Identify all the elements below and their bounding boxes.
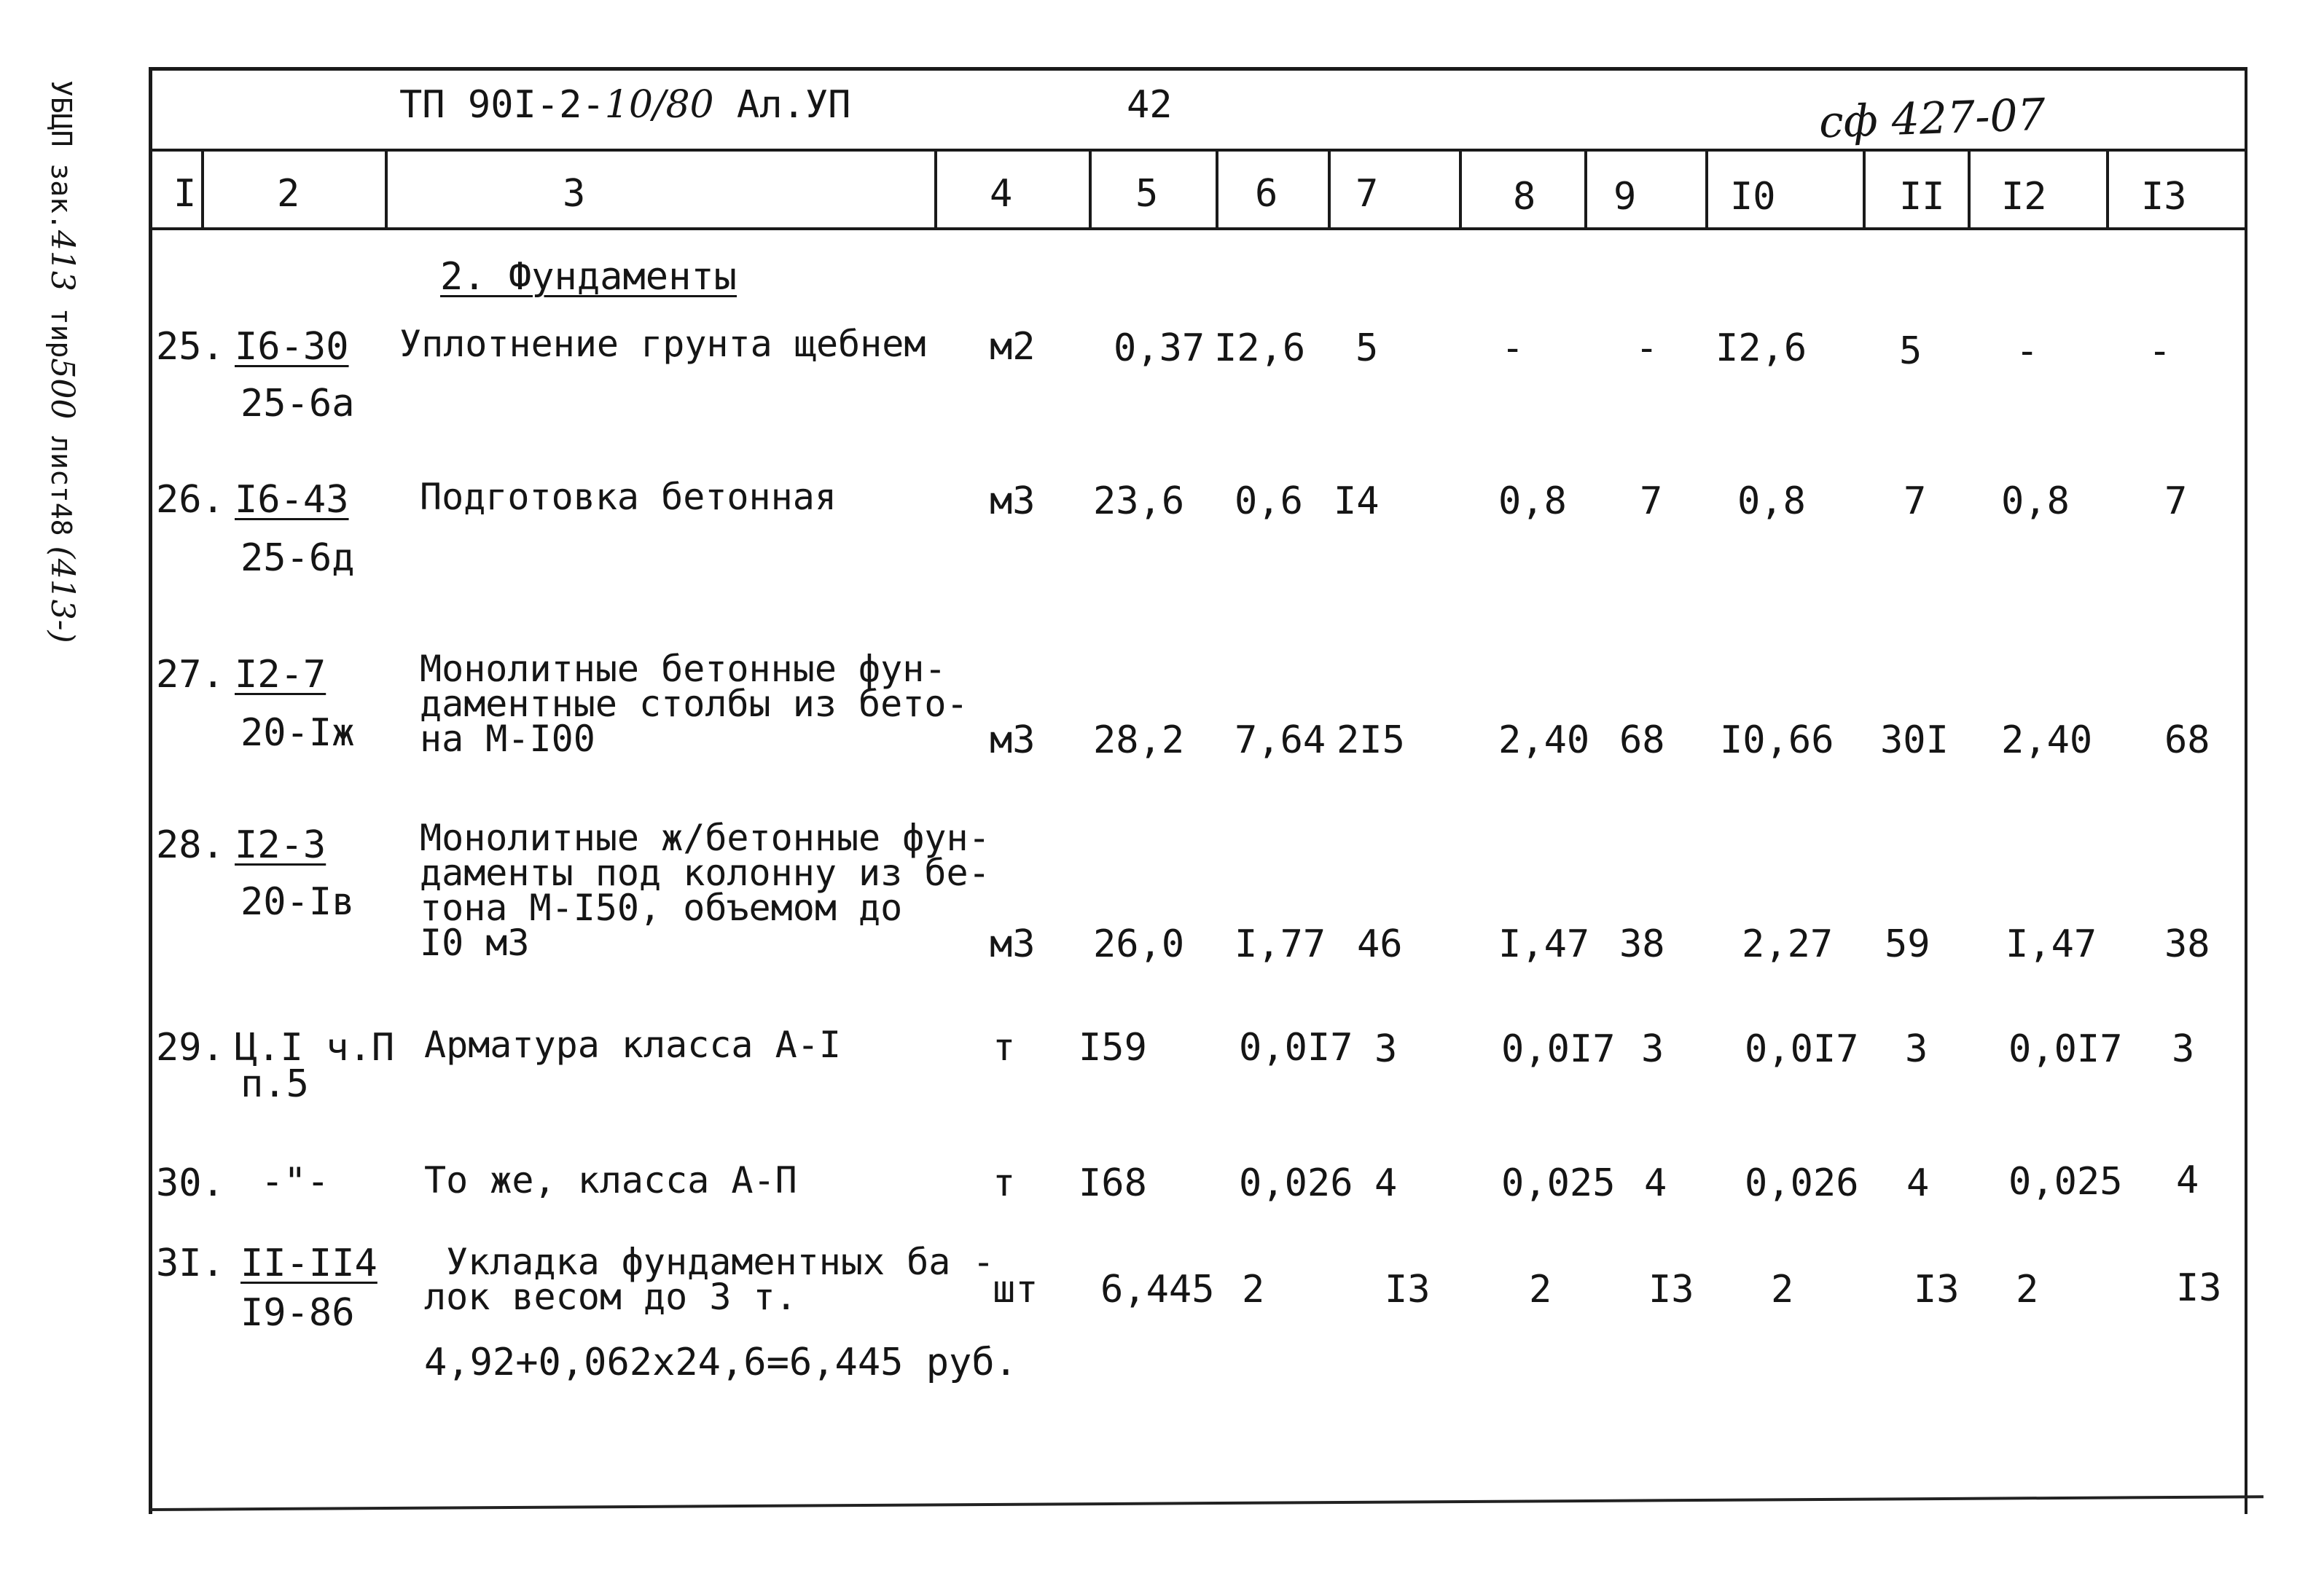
price-ref: I9-86 — [240, 1291, 355, 1335]
work-description: Монолитные ж/бетонные фун- даменты под колонну из бе- тона М-I50, объемом до I0 м3 — [420, 817, 990, 964]
cell-7: 46 — [1357, 922, 1403, 966]
cell-13: 4 — [2176, 1158, 2199, 1202]
cell-8: 0,025 — [1501, 1161, 1616, 1205]
row-number: 30. — [156, 1161, 224, 1205]
cell-6: 0,6 — [1235, 479, 1303, 523]
cell-8: 0,8 — [1498, 479, 1567, 523]
doc-code — [399, 83, 851, 127]
cell-10: 0,8 — [1737, 479, 1806, 523]
rate-code: Ц.I ч.П — [235, 1026, 395, 1070]
rate-code: I6-43 — [235, 478, 349, 522]
cell-6: 0,026 — [1239, 1161, 1353, 1205]
col-divider-6 — [1328, 149, 1331, 229]
cell-11: 59 — [1885, 922, 1930, 966]
work-description: Монолитные бетонные фун- даментные столбы из бето- на М-I00 — [420, 648, 969, 760]
price-ref: 25-6а — [240, 382, 355, 426]
doc-series: 10/80 — [604, 83, 714, 127]
cell-13: 38 — [2164, 922, 2210, 966]
col-head-6: 6 — [1255, 172, 1278, 216]
col-divider-3 — [934, 149, 937, 229]
margin-copies: 500 — [44, 358, 81, 420]
cell-10: 0,0I7 — [1745, 1027, 1859, 1071]
cell-10: I0,66 — [1720, 718, 1834, 762]
cell-6: I2,6 — [1214, 326, 1306, 370]
col-divider-9 — [1705, 149, 1708, 229]
col-head-2: 2 — [277, 172, 300, 216]
unit: т — [993, 1161, 1016, 1205]
cell-13: I3 — [2176, 1266, 2222, 1310]
unit: т — [993, 1026, 1016, 1070]
rate-code: II-II4 — [240, 1242, 377, 1285]
cell-13: 68 — [2164, 718, 2210, 762]
cell-10: 0,026 — [1745, 1161, 1859, 1205]
header-bottom-rule — [149, 227, 2247, 230]
cell-11: 30I — [1880, 718, 1949, 762]
cell-7: 3 — [1374, 1027, 1398, 1071]
cell-12: 0,8 — [2001, 479, 2070, 523]
cell-6: 7,64 — [1235, 718, 1326, 762]
cell-9: 38 — [1619, 922, 1665, 966]
col-head-10: I0 — [1730, 175, 1776, 219]
cell-9: 4 — [1644, 1161, 1667, 1205]
margin-mid2: лист — [45, 419, 77, 503]
cell-5: I59 — [1079, 1026, 1147, 1070]
cell-8: 2,40 — [1498, 718, 1590, 762]
rate-code: I2-3 — [235, 823, 326, 867]
col-head-13: I3 — [2141, 175, 2187, 219]
unit: м3 — [990, 922, 1036, 966]
col-head-9: 9 — [1613, 175, 1637, 219]
unit: м3 — [990, 718, 1036, 762]
col-head-7: 7 — [1355, 172, 1379, 216]
cell-12: - — [2016, 329, 2039, 373]
cell-7: 2I5 — [1337, 718, 1405, 762]
cell-8: 2 — [1529, 1268, 1552, 1311]
cell-11: 5 — [1899, 329, 1922, 373]
col-head-11: II — [1899, 175, 1945, 219]
row-number: 26. — [156, 478, 224, 522]
col-divider-2 — [385, 149, 388, 229]
cell-11: 7 — [1904, 479, 1927, 523]
col-head-3: 3 — [563, 172, 586, 216]
cost-formula: 4,92+0,062х24,6=6,445 руб. — [424, 1341, 1017, 1384]
row-number: 3I. — [156, 1242, 224, 1285]
work-description: Арматура класса А-I — [424, 1024, 841, 1066]
col-divider-8 — [1584, 149, 1587, 229]
col-divider-10 — [1863, 149, 1866, 229]
row-number: 28. — [156, 823, 224, 867]
col-divider-1 — [201, 149, 204, 229]
price-ref: 25-6д — [240, 536, 355, 580]
col-divider-12 — [2106, 149, 2109, 229]
margin-mid1: тир — [45, 291, 77, 358]
col-divider-5 — [1216, 149, 1218, 229]
col-divider-7 — [1459, 149, 1462, 229]
page-number: 42 — [1127, 83, 1173, 127]
cell-6: 2 — [1242, 1268, 1265, 1311]
cell-6: I,77 — [1235, 922, 1326, 966]
cell-5: 0,37 — [1114, 326, 1205, 370]
cell-12: 2 — [2016, 1268, 2039, 1311]
cell-9: I3 — [1648, 1268, 1694, 1311]
price-ref: п.5 — [240, 1062, 309, 1106]
cell-11: I3 — [1914, 1268, 1960, 1311]
cell-5: 28,2 — [1093, 718, 1185, 762]
row-number: 27. — [156, 653, 224, 697]
cell-5: 23,6 — [1093, 479, 1185, 523]
cell-12: 0,025 — [2008, 1160, 2123, 1204]
margin-tail: (413-) — [44, 536, 81, 643]
cell-7: I3 — [1385, 1268, 1431, 1311]
cell-6: 0,0I7 — [1239, 1026, 1353, 1070]
price-ref: 20-Iж — [240, 711, 355, 755]
row-number: 25. — [156, 325, 224, 369]
cell-12: 0,0I7 — [2008, 1027, 2123, 1071]
margin-sheet: 48 — [45, 502, 77, 536]
work-description: Уплотнение грунта щебнем — [399, 323, 926, 365]
cell-10: 2 — [1771, 1268, 1794, 1311]
col-head-1: I — [173, 172, 197, 216]
cell-9: 68 — [1619, 718, 1665, 762]
margin-prefix: УБЦП зак. — [45, 80, 77, 230]
unit: м2 — [990, 325, 1036, 369]
work-description: Укладка фундаментных ба - лок весом до 3 т. — [424, 1241, 995, 1318]
handwritten-stamp: сф 427-07 — [1818, 89, 2046, 149]
cell-8: I,47 — [1498, 922, 1590, 966]
unit: м3 — [990, 479, 1036, 523]
cell-7: 5 — [1355, 326, 1379, 370]
rate-code: I2-7 — [235, 653, 326, 697]
work-description: То же, класса А-П — [424, 1159, 797, 1201]
cell-9: 7 — [1640, 479, 1663, 523]
col-head-4: 4 — [990, 172, 1013, 216]
cell-13: - — [2148, 329, 2172, 373]
cell-13: 7 — [2164, 479, 2188, 523]
row-number: 29. — [156, 1026, 224, 1070]
cell-11: 3 — [1905, 1027, 1928, 1071]
work-description: Подготовка бетонная — [420, 476, 837, 518]
rate-code: I6-30 — [235, 325, 349, 369]
cell-8: - — [1501, 326, 1525, 370]
col-head-12: I2 — [2001, 175, 2047, 219]
col-head-8: 8 — [1513, 175, 1536, 219]
cell-5: I68 — [1079, 1161, 1147, 1205]
cell-10: I2,6 — [1715, 326, 1807, 370]
album-code: Ал.УП — [713, 83, 851, 127]
unit: шт — [993, 1268, 1038, 1311]
col-divider-11 — [1968, 149, 1971, 229]
cell-8: 0,0I7 — [1501, 1027, 1616, 1071]
cell-13: 3 — [2172, 1027, 2195, 1071]
col-head-5: 5 — [1135, 172, 1159, 216]
section-title: 2. Фундаменты — [440, 255, 737, 299]
cell-11: 4 — [1906, 1161, 1930, 1205]
margin-order-number: 413 — [44, 230, 81, 291]
cell-7: 4 — [1374, 1161, 1398, 1205]
cell-9: 3 — [1641, 1027, 1664, 1071]
cell-5: 26,0 — [1093, 922, 1185, 966]
cell-9: - — [1635, 326, 1659, 370]
doc-prefix: ТП 90I-2- — [399, 83, 605, 127]
header-top-rule — [149, 149, 2247, 152]
cell-5: 6,445 — [1100, 1268, 1215, 1311]
margin-print-note — [44, 80, 81, 643]
cell-7: I4 — [1334, 479, 1380, 523]
cell-12: 2,40 — [2001, 718, 2093, 762]
col-divider-4 — [1089, 149, 1092, 229]
price-ref: 20-Iв — [240, 880, 355, 924]
cell-10: 2,27 — [1742, 922, 1834, 966]
cell-12: I,47 — [2006, 922, 2097, 966]
rate-code: -"- — [261, 1160, 329, 1204]
